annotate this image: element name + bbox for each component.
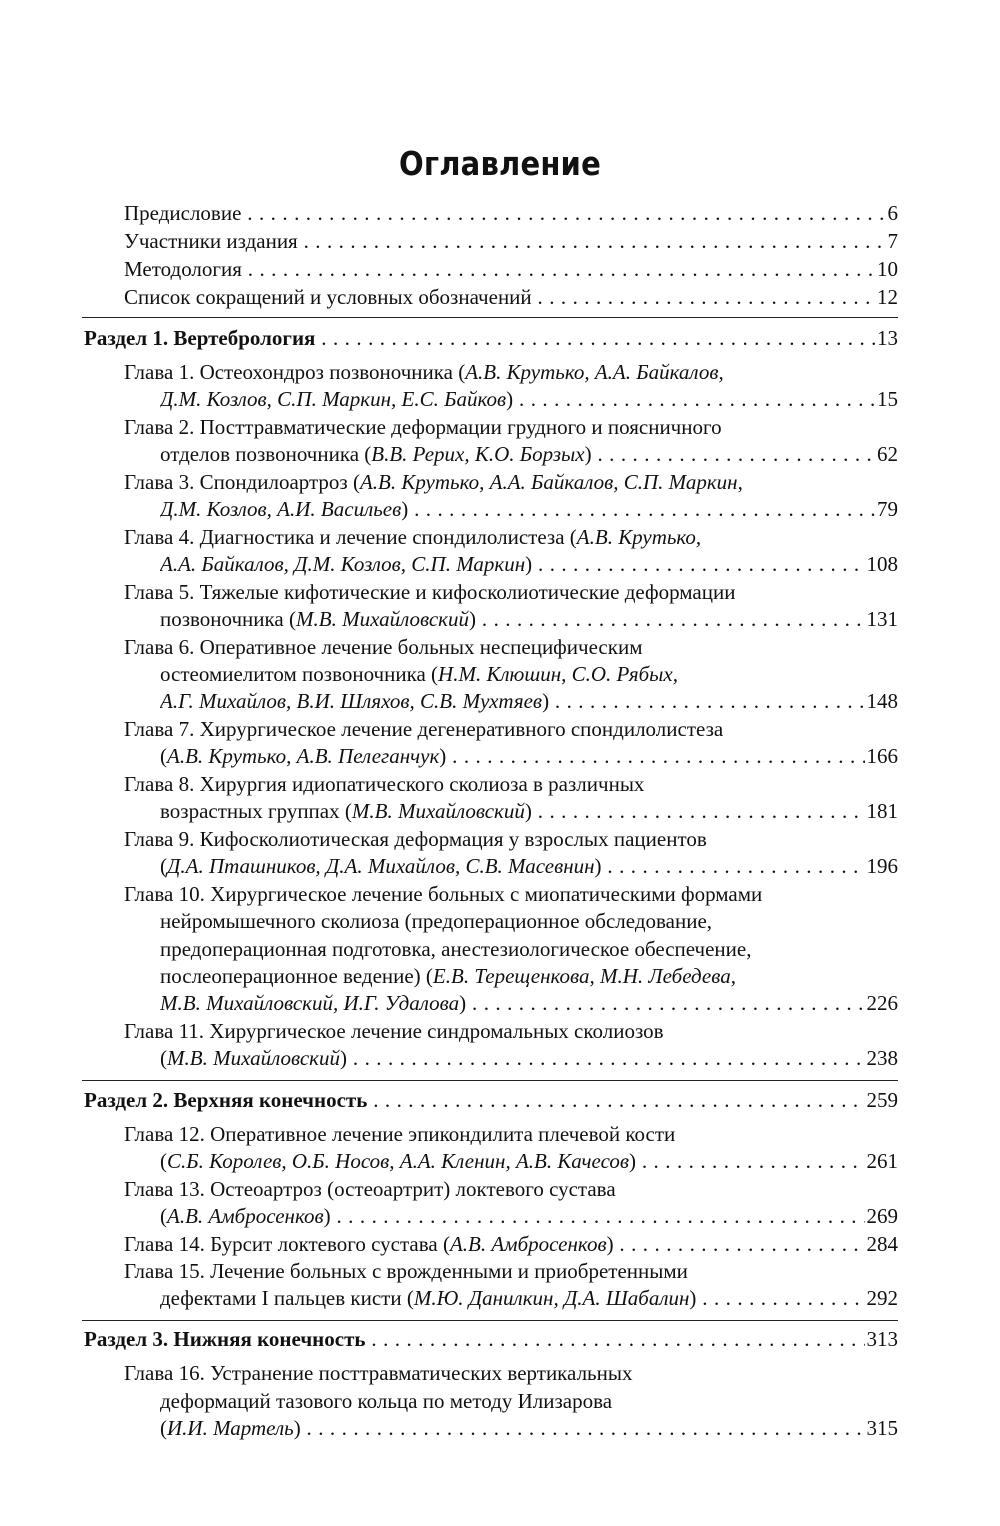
entry-authors: М.В. Михайловский, И.Г. Удалова (160, 991, 460, 1015)
toc-entry-chapter-15[interactable] (124, 1258, 898, 1285)
entry-authors: А.В. Крутько, А.А. Байкалов, С.П. Маркин, (359, 470, 743, 494)
entry-authors: Д.М. Козлов, А.И. Васильев (160, 497, 402, 521)
entry-authors: А.В. Амбросенков (449, 1232, 607, 1256)
entry-label: остеомиелитом позвоночника ( (160, 662, 439, 686)
entry-label: ) (401, 497, 409, 521)
entry-label: отделов позвоночника ( (160, 442, 372, 466)
page-number: 269 (866, 1204, 898, 1228)
toc-entry-chapter-16-cont[interactable] (160, 1388, 898, 1415)
page-number: 131 (866, 607, 898, 631)
entry-authors: Д.А. Пташников, Д.А. Михайлов, С.В. Масевнин (167, 854, 595, 878)
toc-entry-chapter-2[interactable] (124, 414, 898, 441)
entry-authors: Д.М. Козлов, С.П. Маркин, Е.С. Байков (160, 387, 507, 411)
entry-label: ) (293, 1416, 301, 1440)
entry-label: Глава 15. Лечение больных с врожденными и приобретенными (124, 1259, 688, 1283)
page-number: 79 (877, 497, 898, 521)
entry-label: ) (629, 1149, 636, 1173)
entry-label: ) (542, 689, 550, 713)
toc-entry-chapter-8-cont[interactable] (160, 798, 898, 825)
entry-label: ) (606, 1232, 614, 1256)
entry-label: ( (160, 744, 167, 768)
entry-label: Глава 13. Остеоартроз (остеоартрит) локтевого сустава (124, 1177, 616, 1201)
toc-section-1[interactable] (84, 325, 898, 352)
entry-authors: М.В. Михайловский (351, 799, 525, 823)
toc-entry-chapter-10-cont3[interactable] (160, 963, 898, 990)
page-number: 284 (866, 1232, 898, 1256)
toc-entry-chapter-7-cont[interactable] (160, 743, 898, 770)
entry-label: ( (160, 1149, 167, 1173)
toc-entry-chapter-15-cont[interactable] (160, 1285, 898, 1312)
toc-entry-chapter-12-cont[interactable] (160, 1148, 898, 1175)
entry-label: Глава 7. Хирургическое лечение дегенеративного спондилолистеза (124, 717, 724, 741)
entry-authors: А.В. Крутько, А.В. Пелеганчук (167, 744, 440, 768)
entry-label: дефектами I пальцев кисти ( (160, 1286, 414, 1310)
entry-label: позвоночника ( (160, 607, 296, 631)
entry-label: ) (594, 854, 602, 878)
page-number: 7 (887, 229, 898, 253)
entry-label: ) (323, 1204, 331, 1228)
entry-authors: В.В. Рерих, К.О. Борзых (371, 442, 585, 466)
toc-entry-chapter-12[interactable] (124, 1121, 898, 1148)
toc-entry-abbreviations[interactable] (124, 284, 898, 311)
toc-section-3[interactable] (84, 1326, 898, 1353)
entry-label: ) (469, 607, 477, 631)
toc-entry-chapter-4[interactable] (124, 524, 898, 551)
toc-section-2[interactable] (84, 1087, 898, 1114)
page-number: 148 (866, 689, 898, 713)
toc-entry-chapter-11-cont[interactable] (160, 1045, 898, 1072)
entry-label: Глава 5. Тяжелые кифотические и кифосколиотические деформации (124, 580, 736, 604)
entry-label: ) (459, 991, 467, 1015)
section-label: Раздел 3. Нижняя конечность (84, 1327, 366, 1351)
toc-entry-chapter-8[interactable] (124, 771, 898, 798)
toc-entry-chapter-10-cont4[interactable] (160, 990, 898, 1017)
entry-authors: И.И. Мартель (167, 1416, 294, 1440)
page-number: 6 (887, 201, 898, 225)
toc-entry-chapter-10[interactable] (124, 881, 898, 908)
entry-label: ( (160, 1204, 167, 1228)
entry-label: Глава 3. Спондилоартроз ( (124, 470, 360, 494)
toc-entry-chapter-6-cont2[interactable] (160, 688, 898, 715)
toc-entry-chapter-11[interactable] (124, 1018, 898, 1045)
entry-authors: А.Г. Михайлов, В.И. Шляхов, С.В. Мухтяев (160, 689, 543, 713)
section-label: Раздел 2. Верхняя конечность (84, 1088, 368, 1112)
entry-label: ) (439, 744, 447, 768)
entry-label: предоперационная подготовка, анестезиологическое обеспечение, (160, 937, 752, 961)
page-number: 315 (866, 1416, 898, 1440)
toc-entry-contributors[interactable] (124, 228, 898, 255)
toc-entry-chapter-9[interactable] (124, 826, 898, 853)
section-label: Раздел 1. Вертебрология (84, 326, 316, 350)
entry-label: Глава 6. Оперативное лечение больных неспецифическим (124, 635, 643, 659)
entry-label: Методология (124, 257, 242, 281)
toc-entry-chapter-13[interactable] (124, 1176, 898, 1203)
entry-authors: А.В. Амбросенков (167, 1204, 324, 1228)
entry-label: Глава 12. Оперативное лечение эпикондилита плечевой кости (124, 1122, 676, 1146)
page-number: 196 (866, 854, 898, 878)
page-number: 10 (877, 257, 898, 281)
page-number: 13 (877, 326, 898, 350)
page-number: 181 (866, 799, 898, 823)
toc-entry-chapter-4-cont[interactable] (160, 551, 898, 578)
page-number: 238 (866, 1046, 898, 1070)
toc-entry-methodology[interactable] (124, 256, 898, 283)
toc-entry-chapter-16[interactable] (124, 1360, 898, 1387)
page-number: 259 (866, 1088, 898, 1112)
entry-authors: М.В. Михайловский (167, 1046, 341, 1070)
entry-authors: С.Б. Королев, О.Б. Носов, А.А. Кленин, А.В. Качесов (167, 1149, 629, 1173)
section-divider (82, 1320, 898, 1321)
entry-label: ) (506, 387, 514, 411)
entry-label: ) (340, 1046, 348, 1070)
section-divider (82, 317, 898, 318)
page-number: 15 (877, 387, 898, 411)
entry-label: Глава 2. Посттравматические деформации грудного и поясничного (124, 415, 722, 439)
toc-entry-chapter-3[interactable] (124, 469, 898, 496)
entry-authors: А.А. Байкалов, Д.М. Козлов, С.П. Маркин (160, 552, 526, 576)
entry-label: Участники издания (124, 229, 298, 253)
toc-entry-chapter-10-cont[interactable] (160, 908, 898, 935)
toc-entry-chapter-1-cont[interactable] (160, 386, 898, 413)
page-number: 166 (866, 744, 898, 768)
entry-label: ) (689, 1286, 697, 1310)
entry-authors: А.В. Крутько, (576, 525, 702, 549)
entry-authors: М.В. Михайловский (296, 607, 470, 631)
entry-label: ) (525, 552, 533, 576)
entry-label: послеоперационное ведение) ( (160, 964, 433, 988)
toc-entry-chapter-14[interactable] (124, 1231, 898, 1258)
entry-label: Глава 4. Диагностика и лечение спондилолистеза ( (124, 525, 577, 549)
toc-entry-chapter-1[interactable] (124, 359, 898, 386)
entry-label: Глава 8. Хирургия идиопатического сколиоза в различных (124, 772, 645, 796)
entry-authors: А.В. Крутько, А.А. Байкалов, (465, 360, 724, 384)
entry-label: ) (524, 799, 532, 823)
entry-label: Список сокращений и условных обозначений (124, 285, 532, 309)
entry-label: Глава 11. Хирургическое лечение синдромальных сколиозов (124, 1019, 664, 1043)
page-number: 12 (877, 285, 898, 309)
toc-entry-chapter-2-cont[interactable] (160, 441, 898, 468)
toc-entry-chapter-7[interactable] (124, 716, 898, 743)
entry-label: Глава 14. Бурсит локтевого сустава ( (124, 1232, 450, 1256)
entry-label: ( (160, 1046, 167, 1070)
entry-label: ( (160, 1416, 167, 1440)
toc-entry-chapter-3-cont[interactable] (160, 496, 898, 523)
toc-entry-chapter-5-cont[interactable] (160, 606, 898, 633)
section-divider (82, 1080, 898, 1081)
entry-label: Предисловие (124, 201, 242, 225)
entry-label: Глава 9. Кифосколиотическая деформация у взрослых пациентов (124, 827, 707, 851)
page-number: 292 (866, 1286, 898, 1310)
toc-entry-preface[interactable] (124, 200, 898, 227)
entry-authors: М.Ю. Данилкин, Д.А. Шабалин (413, 1286, 690, 1310)
entry-label: деформаций тазового кольца по методу Илизарова (160, 1389, 613, 1413)
toc-entry-chapter-5[interactable] (124, 579, 898, 606)
entry-label: Глава 10. Хирургическое лечение больных с миопатическими формами (124, 882, 763, 906)
toc-entry-chapter-6[interactable] (124, 634, 898, 661)
page-number: 62 (877, 442, 898, 466)
page-number: 226 (866, 991, 898, 1015)
page-number: 313 (866, 1327, 898, 1351)
entry-label: ( (160, 854, 167, 878)
entry-label: возрастных группах ( (160, 799, 352, 823)
page-number: 261 (866, 1149, 898, 1173)
entry-label: Глава 16. Устранение посттравматических вертикальных (124, 1361, 633, 1385)
toc-entry-chapter-9-cont[interactable] (160, 853, 898, 880)
entry-label: нейромышечного сколиоза (предоперационное обследование, (160, 909, 713, 933)
entry-label: Глава 1. Остеохондроз позвоночника ( (124, 360, 466, 384)
page-number: 108 (866, 552, 898, 576)
toc-entry-chapter-16-cont2[interactable] (160, 1415, 898, 1442)
entry-authors: Е.В. Терещенкова, М.Н. Лебедева, (432, 964, 736, 988)
entry-authors: Н.М. Клюшин, С.О. Рябых, (438, 662, 678, 686)
entry-label: ) (584, 442, 592, 466)
toc-entry-chapter-13-cont[interactable] (160, 1203, 898, 1230)
toc-entry-chapter-6-cont[interactable] (160, 661, 898, 688)
page-title: Оглавление (399, 144, 601, 183)
toc-entry-chapter-10-cont2[interactable] (160, 936, 898, 963)
